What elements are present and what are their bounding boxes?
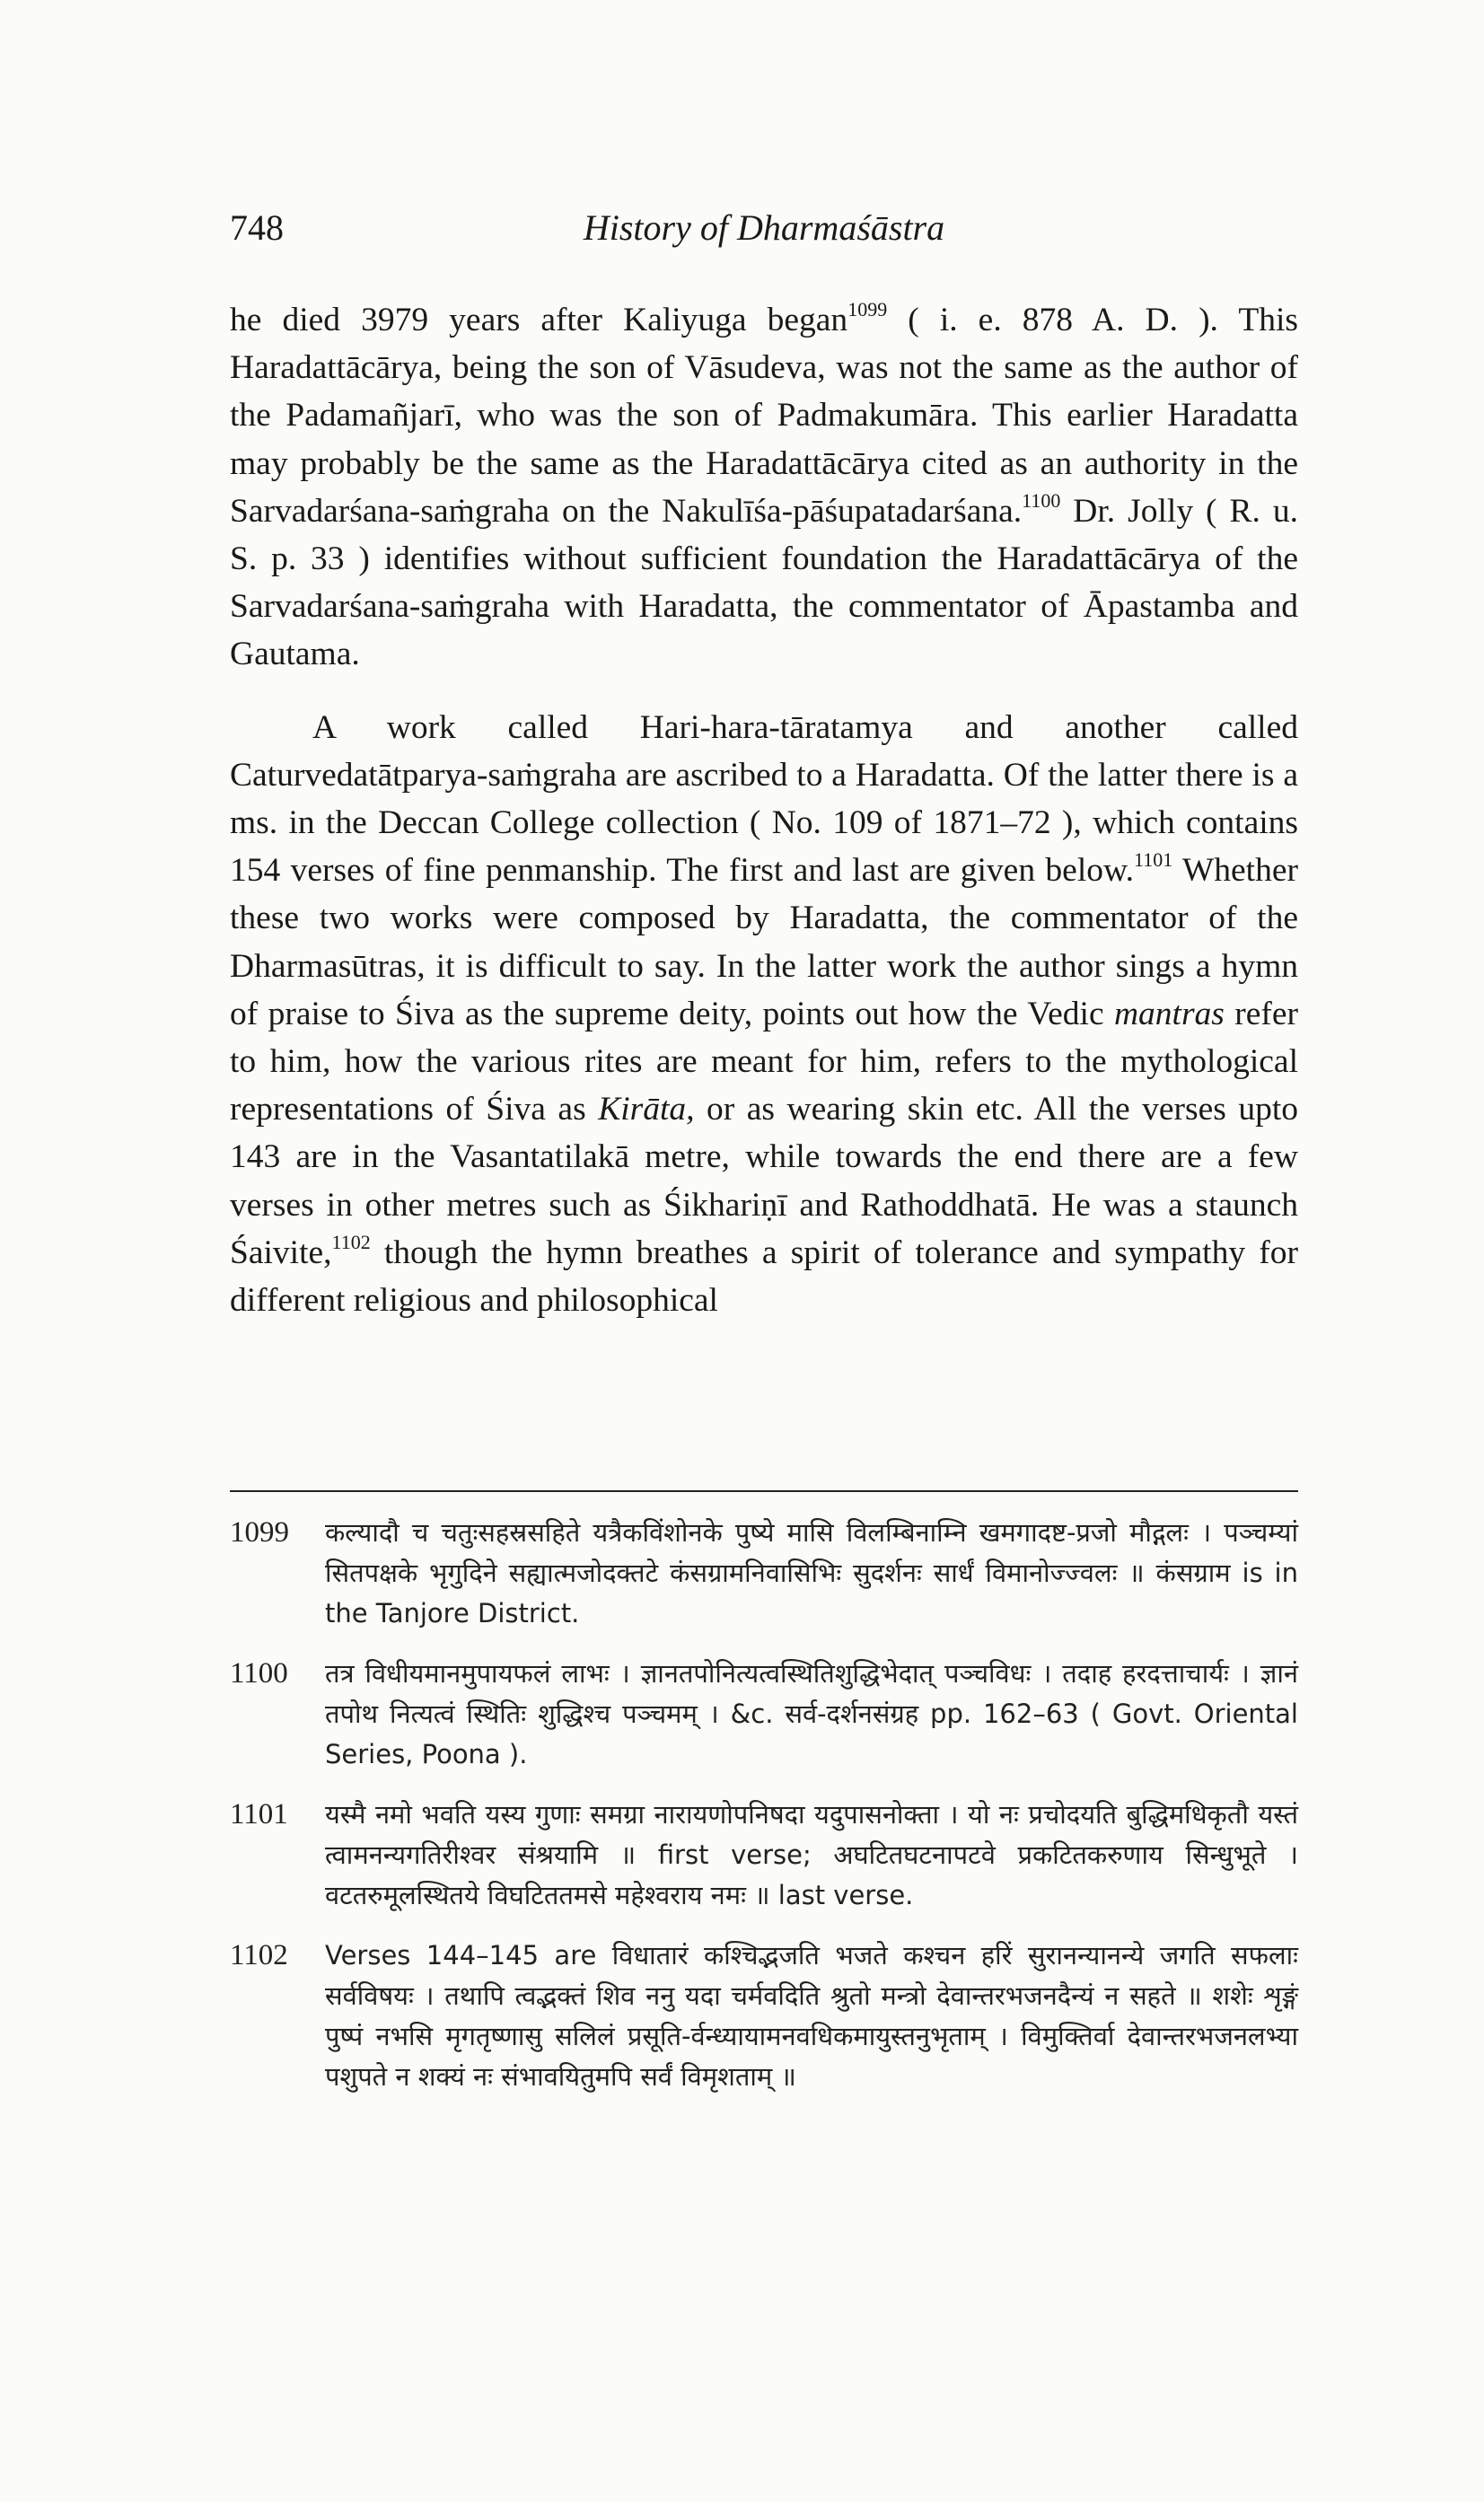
text-run: he died 3979 years after Kaliyuga began xyxy=(230,302,848,338)
footnote-1099 xyxy=(230,1513,1298,1634)
footnote-ref-1101: 1101 xyxy=(1134,848,1173,872)
footnote-1102 xyxy=(230,1936,1298,2097)
italic-term: Kirāta, xyxy=(598,1091,695,1128)
footnote-text: कल्यादौ च चतुःसहस्रसहिते यत्रैकविंशोनके पुष्ये मासि विलम्बिनाम्नि खमगादष्ट-प्रजो मौद्गलः । पञ्चम्यां सितपक्षके भृगुदिने सह्यात्मजोदक्तटे कंसग्रामनिवासिभिः सुदर्शनः सार्धं विमानोज्ज्वलः ॥ कंसग्राम is in the Tanjore District. xyxy=(325,1517,1298,1628)
page-number: 748 xyxy=(230,207,284,248)
text-run: ( i. e. 878 A. D. ). This Haradattācārya, being the son of Vāsudeva, was not the same as the author of the Padamañjarī, who was the son of Padmakumāra. This earlier Haradatta may probably be the same as the Haradattācārya cited as an authority in the Sarvadarśana-saṁgraha on the Nakulīśa-pāśupatadarśana. xyxy=(230,302,1298,530)
footnote-number: 1100 xyxy=(230,1657,288,1690)
footnote-1101 xyxy=(230,1795,1298,1916)
footnote-text: Verses 144–145 are विधातारं कश्चिद्भजति भजते कश्चन हरिं सुरानन्यानन्ये जगति सफलाः सर्वविषयः । तथापि त्वद्भक्तं शिव ननु यदा चर्मवदिति श्रुतो मन्त्रो देवान्तरभजनदैन्यं न सहते ॥ शशेः शृङ्गं पुष्पं नभसि मृगतृष्णासु सलिलं प्रसूति-र्वन्ध्यायामनवधिकमायुस्तनुभृताम् । विमुक्तिर्वा देवान्तरभजनलभ्या पशुपते न शक्यं नः संभावयितुमपि सर्वं विमृशताम् ॥ xyxy=(325,1940,1298,2092)
text-run: Dr. Jolly ( R. u. S. p. 33 ) identifies without sufficient foundation the Haradattācārya of the Sarvadarśana-saṁgraha with Haradatta, the commentator of Āpastamba and Gautama. xyxy=(230,492,1298,673)
footnote-ref-1099: 1099 xyxy=(847,298,888,320)
italic-term: mantras xyxy=(1113,995,1225,1032)
footnotes xyxy=(230,1513,1298,2117)
footnote-ref-1100: 1100 xyxy=(1022,488,1061,512)
text-run: though the hymn breathes a spirit of tolerance and sympathy for different religious and philosophical xyxy=(230,1233,1298,1320)
footnote-text: तत्र विधीयमानमुपायफलं लाभः । ज्ञानतपोनित्यत्वस्थितिशुद्धिभेदात् पञ्चविधः । तदाह हरदत्ताचार्यः । ज्ञानं तपोथ नित्यत्वं स्थितिः शुद्धिश्च पञ्चमम् । &c. सर्व-दर्शनसंग्रह pp. 162–63 ( Govt. Oriental Series, Poona ). xyxy=(325,1658,1298,1769)
paragraph-2 xyxy=(230,704,1298,1325)
footnote-text: यस्मै नमो भवति यस्य गुणाः समग्रा नारायणोपनिषदा यदुपासनोक्ता । यो नः प्रचोदयति बुद्धिमधिकृतौ यस्तं त्वामनन्यगतिरीश्वर संश्रयामि ॥ first verse; अघटितघटनापटवे प्रकटितकरुणाय सिन्धुभूते । वटतरुमूलस्थितये विघटिततमसे महेश्वराय नमः ॥ last verse. xyxy=(325,1799,1298,1910)
body-text xyxy=(230,296,1298,1324)
text-run: or as wearing skin etc. All the verses upto 143 are in the Vasantatilakā metre, while towards the end there are a few verses in other metres such as Śikhariṇī and Rathoddhatā. He was a staunch Śaivite, xyxy=(230,1091,1298,1271)
text-run: A work called Hari-hara-tāratamya and another called Caturvedatātparya-saṁgraha are ascribed to a Haradatta. Of the latter there is a ms. in the Deccan College collection ( No. 109 of 1871–72 ), which contains 154 verses of fine penmanship. The first and last are given below. xyxy=(230,708,1298,890)
footnote-number: 1101 xyxy=(230,1798,288,1830)
footnote-1100 xyxy=(230,1654,1298,1775)
footnote-ref-1102: 1102 xyxy=(331,1230,371,1253)
page-header xyxy=(230,206,1298,260)
text-run: refer to him, how the various rites are meant for him, refers to the mythological representations of Śiva as xyxy=(230,995,1298,1128)
paragraph-1 xyxy=(230,296,1298,679)
text-run: Whether these two works were composed by Haradatta, the commentator of the Dharmasūtras, it is difficult to say. In the latter work the author sings a hymn of praise to Śiva as the supreme deity, points out how the Vedic xyxy=(230,852,1298,1032)
footnote-number: 1102 xyxy=(230,1939,288,1971)
footnote-number: 1099 xyxy=(230,1516,289,1549)
footnote-divider xyxy=(230,1490,1298,1492)
running-title: History of Dharmaśāstra xyxy=(583,207,945,248)
